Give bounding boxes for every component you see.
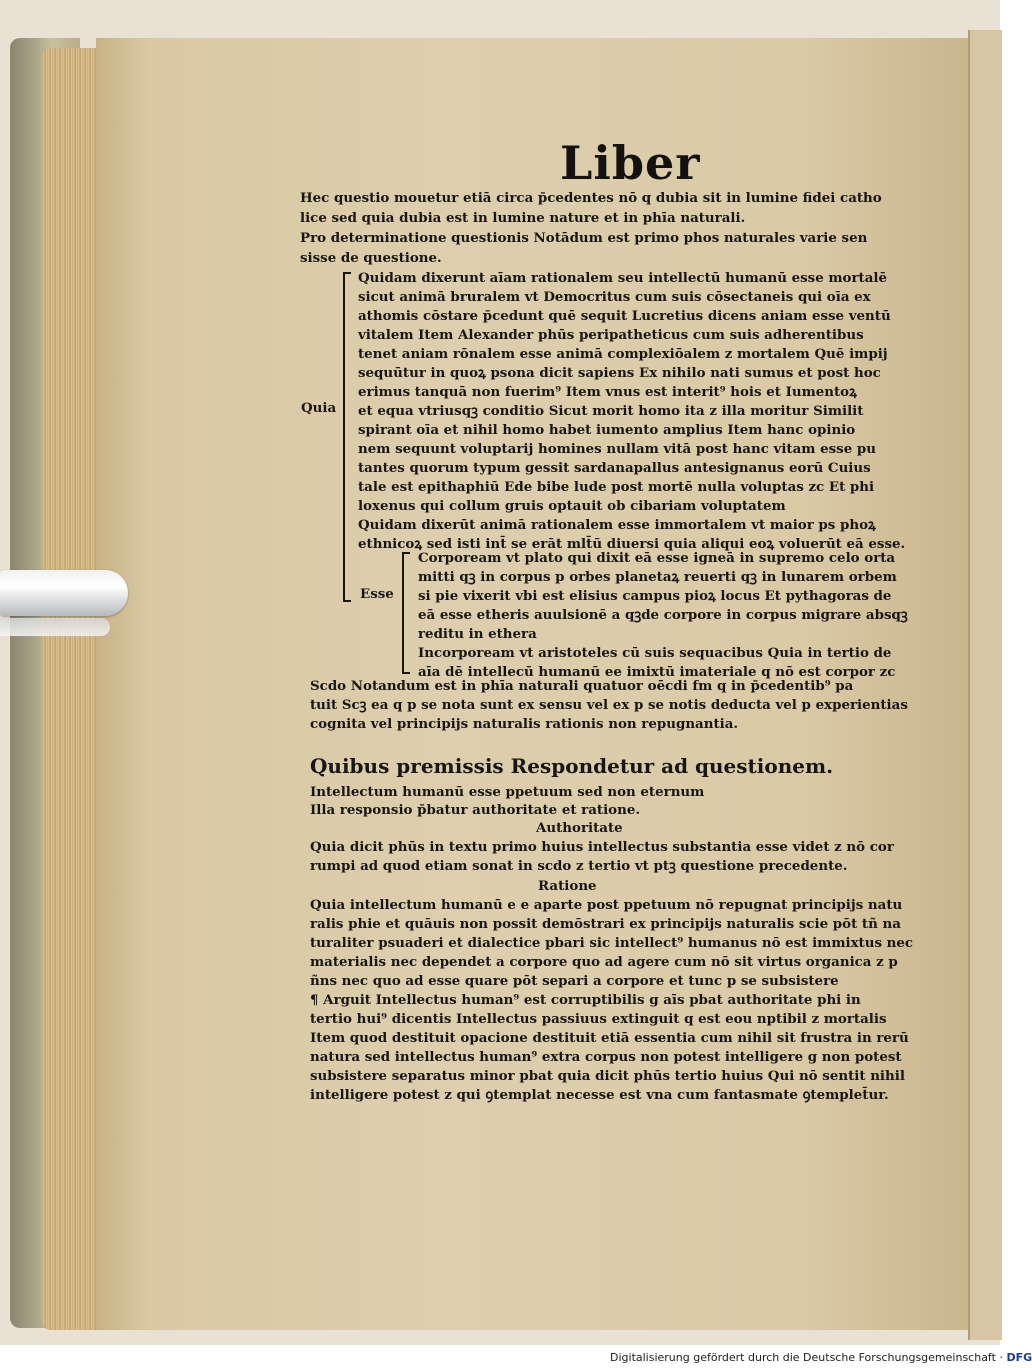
page-heading: Liber	[560, 136, 701, 190]
text-line: Illa responsio p̄batur authoritate et ratione.	[310, 802, 641, 818]
book-clasp-strap-lower	[0, 618, 110, 636]
outer-bracket	[343, 272, 345, 602]
text-line: turaliter psuaderi et dialectice pbari sic intellect⁹ humanus nō est immixtus nec	[310, 935, 914, 951]
text-line: aīa dē intellecū humanū ee imixtū imateriale q nō est corpor zc	[418, 664, 896, 680]
text-line: et equa vtriusqꝫ conditio Sicut morit homo ita z illa moritur Similit	[358, 403, 864, 419]
text-line: Scdo Notandum est in phīa naturali quatuor oēcdi fm q in p̄cedentib⁹ pa	[310, 678, 854, 694]
text-line: tale est epithaphiū Ede bibe lude post mortē nulla voluptas zc Et phi	[358, 479, 875, 495]
section-label: Authoritate	[536, 820, 623, 836]
text-line: Quidam dixerūt animā rationalem esse immortalem vt maior ps phoꝝ	[358, 517, 876, 533]
text-line: tantes quorum typum gessit sardanapallus antesignanus eorū Cuius	[358, 460, 871, 476]
text-line: Item quod destituit opacione destituit etiā essentia cum nihil sit frustra in rerū	[310, 1030, 909, 1046]
text-line: ralis phie et quāuis non possit demōstrari ex principijs naturalis scie pōt tñ na	[310, 916, 901, 932]
text-line: athomis cōstare p̄cedunt quē sequit Lucretius dicens aniam esse ventū	[358, 308, 891, 324]
side-label-quia: Quia	[301, 400, 337, 416]
text-line: spirant oīa et nihil homo habet iumento amplius Item hanc opinio	[358, 422, 856, 438]
text-line: Corpoream vt plato qui dixit eā esse igneā in supremo celo orta	[418, 550, 896, 566]
text-line: Quidam dixerunt aīam rationalem seu intellectū humanū esse mortalē	[358, 270, 888, 286]
dfg-logo: DFG	[1006, 1351, 1032, 1364]
text-line: loxenus qui collum gruis optauit ob cibariam voluptatem	[358, 498, 786, 514]
text-line: ¶ Arguit Intellectus human⁹ est corruptibilis g aīs pbat authoritate phi in	[310, 992, 861, 1008]
facing-page-edge	[968, 30, 1002, 1340]
text-line: Pro determinatione questionis Notādum est primo phos naturales varie sen	[300, 230, 868, 246]
text-line: ñns nec quo ad esse quare pōt separi a corpore et tunc p se subsistere	[310, 973, 839, 989]
text-line: rumpi ad quod etiam sonat in scdo z tertio vt ptꝫ questione precedente.	[310, 858, 848, 874]
text-line: erimus tanquā non fuerim⁹ Item vnus est interit⁹ hois et Iumentoꝝ	[358, 384, 857, 400]
text-line: intelligere potest z qui ꝯtemplat necesse est vna cum fantasmate ꝯtemplet̄ur.	[310, 1087, 889, 1103]
text-line: vitalem Item Alexander phūs peripatheticus cum suis adherentibus	[358, 327, 864, 343]
text-line: tuit Scꝫ ea q p se nota sunt ex sensu vel ex p se notis deducta vel p experientias	[310, 697, 908, 713]
text-line: Intellectum humanū esse ppetuum sed non eternum	[310, 784, 705, 800]
text-line: sisse de questione.	[300, 250, 442, 266]
text-line: sicut animā bruralem vt Democritus cum suis cōsectaneis qui oīa ex	[358, 289, 871, 305]
text-line: si pie vixerit vbi est elisius campus pioꝝ locus Et pythagoras de	[418, 588, 892, 604]
text-line: ethnicoꝝ sed isti int̄ se erāt mlt̄ū diuersi quia aliqui eoꝝ voluerūt eā esse.	[358, 536, 906, 552]
text-line: Hec questio mouetur etiā circa p̄cedentes nō q dubia sit in lumine fidei catho	[300, 190, 882, 206]
text-line: lice sed quia dubia est in lumine nature et in phīa naturali.	[300, 210, 746, 226]
text-line: cognita vel principijs naturalis rationis non repugnantia.	[310, 716, 739, 732]
text-line: tertio hui⁹ dicentis Intellectus passiuus extinguit q est eou nptibil z mortalis	[310, 1011, 887, 1027]
text-line: sequūtur in quoꝝ psona dicit sapiens Ex nihilo nati sumus et post hoc	[358, 365, 881, 381]
inner-bracket	[402, 552, 404, 674]
text-line: Quia intellectum humanū e e aparte post ppetuum nō repugnat principijs natu	[310, 897, 903, 913]
text-line: subsistere separatus minor pbat quia dicit phūs tertio huius Qui nō sentit nihil	[310, 1068, 905, 1084]
text-line: eā esse etheris auulsionē a qꝫde corpore in corpus migrare absqꝫ	[418, 607, 908, 623]
side-label-esse: Esse	[360, 586, 394, 602]
response-heading: Quibus premissis Respondetur ad questionem.	[310, 754, 834, 778]
text-line: materialis nec dependet a corpore quo ad agere cum nō sit virtus organica z p	[310, 954, 898, 970]
text-line: Quia dicit phūs in textu primo huius intellectus substantia esse videt z nō cor	[310, 839, 894, 855]
section-label: Ratione	[538, 878, 597, 894]
credit-text: Digitalisierung gefördert durch die Deutsche Forschungsgemeinschaft	[610, 1351, 996, 1364]
text-line: reditu in ethera	[418, 626, 537, 642]
text-line: mitti qꝫ in corpus p orbes planetaꝝ reuerti qꝫ in lunarem orbem	[418, 569, 897, 585]
page-edges	[42, 48, 104, 1330]
book-clasp-strap	[0, 570, 128, 616]
text-line: tenet aniam rōnalem esse animā complexiōalem z mortalem Quē impij	[358, 346, 888, 362]
text-line: nem sequunt voluptarij homines nullam vitā post hanc vitam esse pu	[358, 441, 876, 457]
digitization-credit: Digitalisierung gefördert durch die Deutsche Forschungsgemeinschaft · DFG	[610, 1351, 1032, 1364]
text-line: natura sed intellectus human⁹ extra corpus non potest intelligere g non potest	[310, 1049, 902, 1065]
text-line: Incorpoream vt aristoteles cū suis sequacibus Quia in tertio de	[418, 645, 892, 661]
